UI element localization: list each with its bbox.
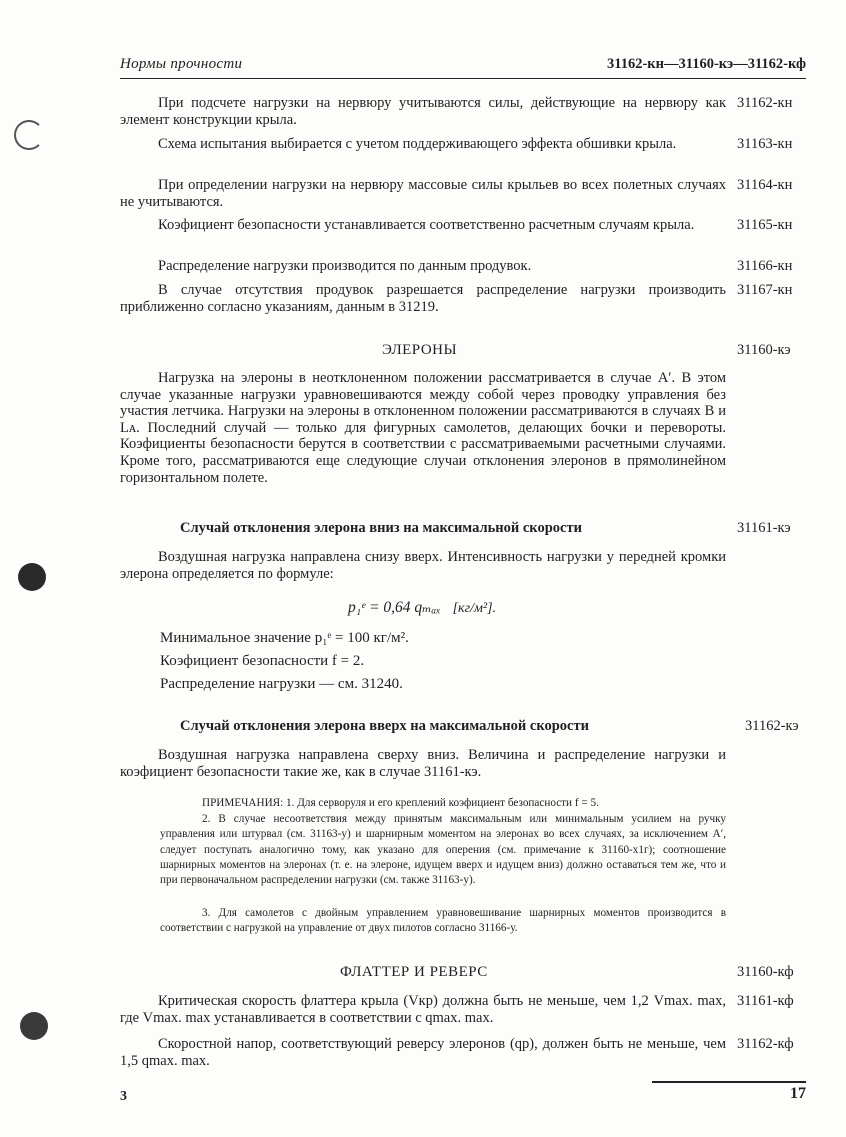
paragraph-4: Коэфициент безопасности устанавливается соответственно расчетным случаям крыла. [158, 217, 695, 233]
punch-hole-bottom [20, 1012, 48, 1040]
paragraph-5-code: 31166-кн [737, 258, 793, 274]
section-code-ailerons: 31160-кэ [737, 342, 791, 358]
section-title-flutter: ФЛАТТЕР И РЕВЕРС [340, 964, 488, 980]
punch-hole-middle [18, 563, 46, 591]
flutter-paragraph-2: Скоростной напор, соответствующий реверсу элеронов (qр), должен быть не меньше, чем 1,5 qmax. max. [120, 1036, 726, 1069]
min-value-line: Минимальное значение p₁ᵉ = 100 кг/м². [160, 630, 409, 646]
paragraph-3-code: 31164-кн [737, 177, 793, 193]
paragraph-3: При определении нагрузки на нервюру массовые силы крыльев во всех полетных случаях не учитываются. [120, 177, 726, 210]
formula-unit: [кг/м²]. [452, 601, 497, 616]
paragraph-4-code: 31165-кн [737, 217, 793, 233]
flutter-paragraph-1-code: 31161-кф [737, 993, 794, 1009]
footer-left-number: 3 [120, 1089, 127, 1104]
note-1: ПРИМЕЧАНИЯ: 1. Для серворуля и его креплений коэфициент безопасности f = 5. [202, 797, 599, 809]
subhead-case-down: Случай отклонения элерона вниз на максимальной скорости [180, 520, 582, 536]
paragraph-6: В случае отсутствия продувок разрешается распределение нагрузки производить приближенно согласно указаниям, данным в 31219. [120, 282, 726, 315]
running-header [120, 56, 806, 79]
paragraph-2: Схема испытания выбирается с учетом поддерживающего эффекта обшивки крыла. [158, 136, 677, 152]
header-title: Нормы прочности [120, 56, 243, 72]
note-3: 3. Для самолетов с двойным управлением уравновешивание шарнирных моментов производится в соответствии с нагрузкой на управление от двух пилотов согласно 31166-у. [160, 907, 726, 935]
safety-factor-line: Коэфициент безопасности f = 2. [160, 653, 365, 669]
case-down-code: 31161-кэ [737, 520, 791, 536]
header-codes: 31162-кн—31160-кэ—31162-кф [607, 56, 806, 72]
footer-rule [652, 1081, 806, 1083]
case-up-paragraph: Воздушная нагрузка направлена сверху вниз. Величина и распределение нагрузки и коэфициент безопасности такие же, как в случае 31161-кэ. [120, 747, 726, 780]
paragraph-2-code: 31163-кн [737, 136, 793, 152]
flutter-paragraph-1: Критическая скорость флаттера крыла (Vкр) должна быть не меньше, чем 1,2 Vmax. max, где Vmax. max устанавливается в соответствии с qmax. max. [120, 993, 726, 1026]
case-down-paragraph: Воздушная нагрузка направлена снизу вверх. Интенсивность нагрузки у передней кромки элерона определяется по формуле: [120, 549, 726, 582]
subhead-case-up: Случай отклонения элерона вверх на максимальной скорости [180, 718, 589, 734]
formula [348, 598, 496, 617]
page-number: 17 [790, 1085, 806, 1102]
section-code-flutter: 31160-кф [737, 964, 794, 980]
ailerons-paragraph: Нагрузка на элероны в неотклоненном положении рассматривается в случае A′. В этом случае указанные нагрузки уравновешиваются между собой через проводку управления без участия летчика. Нагрузки на элероны в отклоненном положении рассматриваются в случаях B и Lᴀ. Последний случай — только для фигурных самолетов, делающих бочки и перевороты. Коэфициенты безопасности берутся в соответствии с рассматриваемыми расчетными случаями. Кроме того, рассматриваются еще следующие случаи отклонения элеронов в прямолинейном горизонтальном полете. [120, 370, 726, 486]
paragraph-1: При подсчете нагрузки на нервюру учитываются силы, действующие на нервюру как элемент конструкции крыла. [120, 95, 726, 128]
paragraph-1-code: 31162-кн [737, 95, 793, 111]
case-up-code: 31162-кэ [745, 718, 799, 734]
note-2: 2. В случае несоответствия между принятым максимальным или минимальным усилием на ручку управления или штурвал (см. 31163-у) и шарнирным моментом на элеронах во всех случаях, за исключением A′, следует поступать аналогично тому, как указано для оперения (см. примечание к 31160-х1г); соотношение шарнирных моментов на элеронах (т. е. на элероне, идущем вверх и идущем вниз) должно оставаться тем же, что и при первоначальном распределении нагрузки (см. также 31163-у). [160, 813, 726, 887]
paragraph-6-code: 31167-кн [737, 282, 793, 298]
punch-hole-top [14, 120, 44, 150]
flutter-paragraph-2-code: 31162-кф [737, 1036, 794, 1052]
formula-expression: p₁ᵉ = 0,64 qₘₐₓ [348, 599, 441, 616]
distribution-line: Распределение нагрузки — см. 31240. [160, 676, 403, 692]
section-title-ailerons: ЭЛЕРОНЫ [382, 342, 458, 358]
paragraph-5: Распределение нагрузки производится по данным продувок. [158, 258, 532, 274]
